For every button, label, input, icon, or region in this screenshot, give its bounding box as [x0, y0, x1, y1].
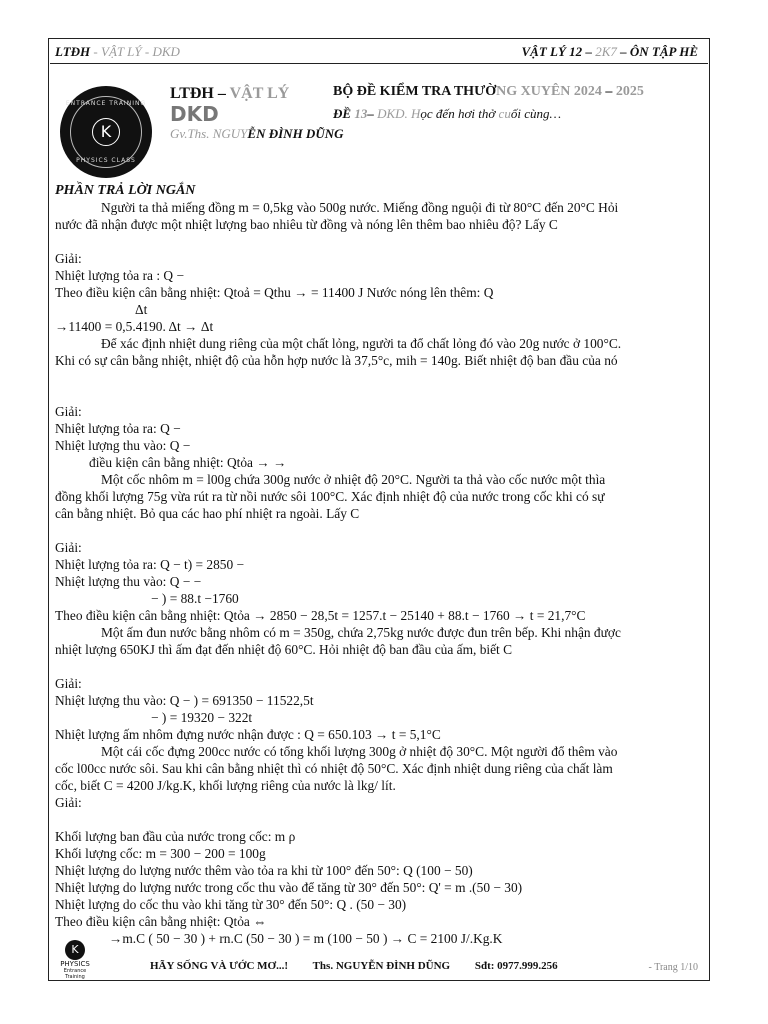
text-line: Người ta thả miếng đồng m = 0,5kg vào 500g nước. Miếng đồng nguội đi từ 80°C đến 20°C Hỏi [101, 200, 619, 215]
text-line: Khối lượng cốc: m = 300 − 200 = 100g [55, 846, 266, 861]
section-title: PHẦN TRẢ LỜI NGẮN [55, 183, 196, 198]
text-line: cốc l00cc nước sôi. Sau khi cân bằng nhiệt thì có nhiệt độ 50°C. Xác định nhiệt dung riêng của chất làm [55, 761, 613, 776]
text-line: cốc, biết C = 4200 J/kg.K, khối lượng riêng của nước là lkg/ lít. [55, 778, 396, 793]
text-line: Δt [135, 302, 148, 317]
text-line: cân bằng nhiệt. Bỏ qua các hao phí nhiệt ra ngoài. Lấy C [55, 506, 360, 521]
text-line: điều kiện cân bằng nhiệt: Qtỏa → → [89, 455, 287, 470]
text-line: Một cái cốc đựng 200cc nước có tổng khối lượng 300g ở nhiệt độ 30°C. Một người đổ thêm vào [101, 744, 618, 759]
text-line: Nhiệt lượng thu vào: Q − [55, 438, 191, 453]
text-line: Theo điều kiện cân bằng nhiệt: Qtỏa → 2850 − 28,5t = 1257.t − 25140 + 88.t − 1760 → t = 21,7°C [55, 608, 586, 623]
text-line: Nhiệt lượng do lượng nước trong cốc thu vào để tăng từ 30° đến 50°: Q' = m .(50 − 30) [55, 880, 523, 895]
text-line: Khi có sự cân bằng nhiệt, nhiệt độ của hỗn hợp nước là 37,5°c, mіh = 140g. Biết nhiệt độ ban đầu của nó [55, 353, 618, 368]
class-logo [60, 86, 152, 178]
logo-bottom-text: PHYSICS CLASS [76, 157, 136, 164]
page-number: - Trang 1/10 [648, 962, 698, 973]
logo-top-text: ENTRANCE TRAINING [65, 100, 147, 107]
text-line: →11400 = 0,5.4190. Δt → Δt [55, 319, 214, 334]
physics-logo-icon: K [65, 940, 85, 960]
text-line: Nhiệt lượng do cốc thu vào khi tăng từ 30° đến 50°: Q . (50 − 30) [55, 897, 407, 912]
text-line: Khối lượng ban đầu của nước trong cốc: m ρ [55, 829, 296, 844]
text-line: đồng khối lượng 75g vừa rút ra từ nồi nước sôi 100°C. Xác định nhiệt độ của nước trong cốc khi có sự [55, 489, 605, 504]
footer-phone: Sđt: 0977.999.256 [474, 960, 558, 972]
text-line: Nhiệt lượng tỏa ra : Q − [55, 268, 184, 283]
header-right: VẬT LÝ 12 – 2K7 – ÔN TẬP HÈ [521, 44, 698, 59]
document-body [55, 182, 705, 947]
text-line: nước đã nhận được một nhiệt lượng bao nhiêu từ đồng và nóng lên thêm bao nhiêu độ? Lấy C [55, 217, 558, 232]
text-line: Theo điều kiện cân bằng nhiệt: Qtoả = Qthu → = 11400 J Nước nóng lên thêm: Q [55, 285, 494, 300]
footer-slogan: HÃY SỐNG VÀ ƯỚC MƠ...! [150, 960, 289, 972]
text-line: Giải: [55, 404, 82, 419]
text-line: Giải: [55, 251, 82, 266]
text-line: Nhiệt lượng ấm nhôm đựng nước nhận được : Q = 650.103 → t = 5,1°C [55, 727, 441, 742]
text-line: Nhiệt lượng tỏa ra: Q − [55, 421, 181, 436]
footer [150, 960, 580, 972]
title-right: BỘ ĐỀ KIỂM TRA THƯỜNG XUYÊN 2024 – 2025 ĐỀ 13– DKD. Học đến hơi thở cuối cùng… [333, 84, 644, 121]
author-line: Gv.Ths. NGUYỄN ĐÌNH DŨNG [170, 126, 344, 141]
text-line: Nhiệt lượng thu vào: Q − − [55, 574, 202, 589]
text-line: Nhiệt lượng thu vào: Q − ) = 691350 − 11522,5t [55, 693, 314, 708]
text-line: Một ấm đun nước bằng nhôm có m = 350g, chứa 2,75kg nước được đun trên bếp. Khi nhận được [101, 625, 621, 640]
exam-subtitle: ĐỀ 13– DKD. Học đến hơi thở cuối cùng… [333, 106, 562, 121]
title-left: LTĐH – VẬT LÝ DKD [170, 85, 290, 126]
text-line: − ) = 88.t −1760 [151, 591, 239, 606]
text-line: − ) = 19320 − 322t [151, 710, 253, 725]
logo-mark-icon: K [92, 118, 120, 146]
text-line: Giải: [55, 540, 82, 555]
text-line: →m.C ( 50 − 30 ) + rn.C (50 − 30 ) = m (100 − 50 ) → C = 2100 J/.Kg.K [109, 931, 503, 946]
footer-logo: K PHYSICS Entrance Training [58, 940, 92, 980]
text-line: Giải: [55, 676, 82, 691]
text-line: Nhiệt lượng tỏa ra: Q − t) = 2850 − [55, 557, 245, 572]
header-divider [50, 63, 708, 64]
text-line: Theo điều kiện cân bằng nhiệt: Qtỏa ⇔ [55, 914, 267, 929]
text-line: Để xác định nhiệt dung riêng của một chất lỏng, người ta đổ chất lỏng đó vào 20g nước ở 100°C. [101, 336, 622, 351]
text-line: nhiệt lượng 650KJ thì ấm đạt đến nhiệt độ 60°C. Hỏi nhiệt độ ban đầu của ấm, biết C [55, 642, 513, 657]
text-line: Một cốc nhôm m = l00g chứa 300g nước ở nhiệt độ 20°C. Người ta thả vào cốc nước một thìa [101, 472, 606, 487]
text-line: Nhiệt lượng do lượng nước thêm vào tỏa ra khi từ 100° đến 50°: Q (100 − 50) [55, 863, 473, 878]
text-line: Giải: [55, 795, 82, 810]
header-left: LTĐH - VẬT LÝ - DKD [55, 44, 180, 59]
footer-teacher: Ths. NGUYỄN ĐÌNH DŨNG [312, 960, 451, 972]
